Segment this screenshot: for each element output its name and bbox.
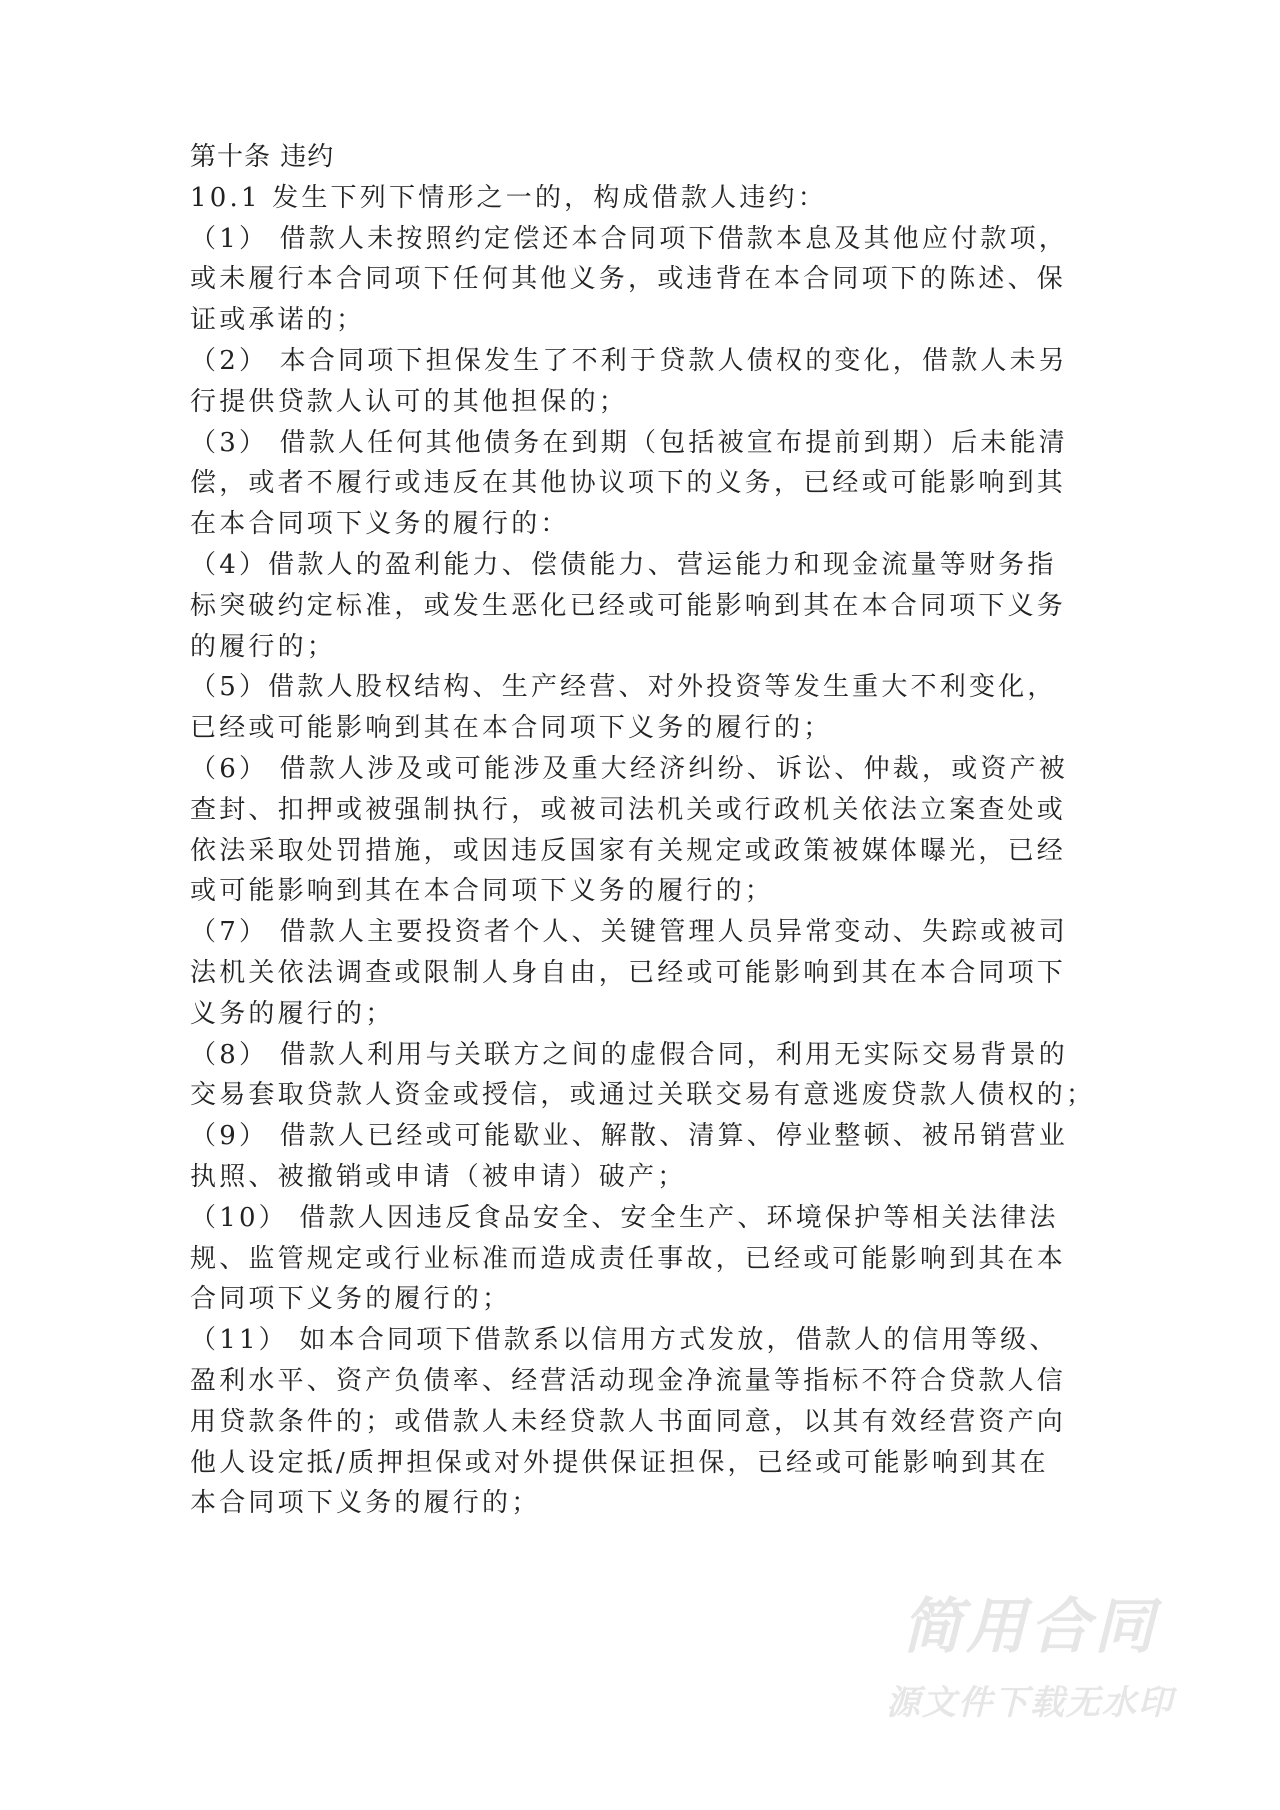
text-line: （9） 借款人已经或可能歇业、解散、清算、停业整顿、被吊销营业	[190, 1121, 1069, 1152]
text-line: 法机关依法调查或限制人身自由，已经或可能影响到其在本合同项下	[190, 957, 1067, 988]
text-line: 他人设定抵/质押担保或对外提供保证担保，已经或可能影响到其在	[190, 1447, 1049, 1478]
text-line: 用贷款条件的；或借款人未经贷款人书面同意，以其有效经营资产向	[190, 1406, 1067, 1437]
text-line: 查封、扣押或被强制执行，或被司法机关或行政机关依法立案查处或	[190, 794, 1067, 825]
section-title: 第十条 违约	[190, 142, 335, 172]
text-line: 交易套取贷款人资金或授信，或通过关联交易有意逃废贷款人债权的；	[190, 1080, 1096, 1111]
text-line: （11） 如本合同项下借款系以信用方式发放，借款人的信用等级、	[190, 1325, 1059, 1356]
text-line: （6） 借款人涉及或可能涉及重大经济纠纷、诉讼、仲裁，或资产被	[190, 753, 1069, 784]
text-line: 或可能影响到其在本合同项下义务的履行的；	[190, 876, 775, 907]
text-line: （10） 借款人因违反食品安全、安全生产、环境保护等相关法律法	[190, 1202, 1059, 1233]
text-line: 执照、被撤销或申请（被申请）破产；	[190, 1161, 687, 1192]
text-line: 的履行的；	[190, 631, 337, 662]
text-line: 在本合同项下义务的履行的：	[190, 509, 570, 540]
text-line: 本合同项下义务的履行的；	[190, 1488, 541, 1519]
text-line: （1） 借款人未按照约定偿还本合同项下借款本息及其他应付款项，	[190, 223, 1069, 254]
text-line: 标突破约定标准，或发生恶化已经或可能影响到其在本合同项下义务	[190, 590, 1067, 621]
text-line: 已经或可能影响到其在本合同项下义务的履行的；	[190, 713, 833, 744]
text-line: 依法采取处罚措施，或因违反国家有关规定或政策被媒体曝光，已经	[190, 835, 1067, 866]
text-line: 行提供贷款人认可的其他担保的；	[190, 386, 629, 417]
contract-body	[190, 137, 1096, 1524]
text-line: （7） 借款人主要投资者个人、关键管理人员异常变动、失踪或被司	[190, 917, 1069, 948]
text-line: 规、监管规定或行业标准而造成责任事故，已经或可能影响到其在本	[190, 1243, 1067, 1274]
text-line: （5）借款人股权结构、生产经营、对外投资等发生重大不利变化，	[190, 672, 1057, 703]
text-line: 合同项下义务的履行的；	[190, 1284, 512, 1315]
text-line: 偿，或者不履行或违反在其他协议项下的义务，已经或可能影响到其	[190, 468, 1067, 499]
text-line: （4）借款人的盈利能力、偿债能力、营运能力和现金流量等财务指	[190, 549, 1057, 580]
text-line: 或未履行本合同项下任何其他义务，或违背在本合同项下的陈述、保	[190, 264, 1067, 295]
text-line: （8） 借款人利用与关联方之间的虚假合同，利用无实际交易背景的	[190, 1039, 1069, 1070]
watermark-subtitle: 源文件下载无水印	[886, 1683, 1174, 1723]
text-line: 义务的履行的；	[190, 998, 395, 1029]
text-line: 证或承诺的；	[190, 305, 366, 336]
text-line: （3） 借款人任何其他债务在到期（包括被宣布提前到期）后未能清	[190, 427, 1069, 458]
text-line: （2） 本合同项下担保发生了不利于贷款人债权的变化，借款人未另	[190, 345, 1069, 376]
watermark-logo-text: 简用合同	[902, 1592, 1158, 1662]
clause-intro: 10.1 发生下列下情形之一的，构成借款人违约：	[190, 182, 827, 213]
text-line: 盈利水平、资产负债率、经营活动现金净流量等指标不符合贷款人信	[190, 1365, 1067, 1396]
